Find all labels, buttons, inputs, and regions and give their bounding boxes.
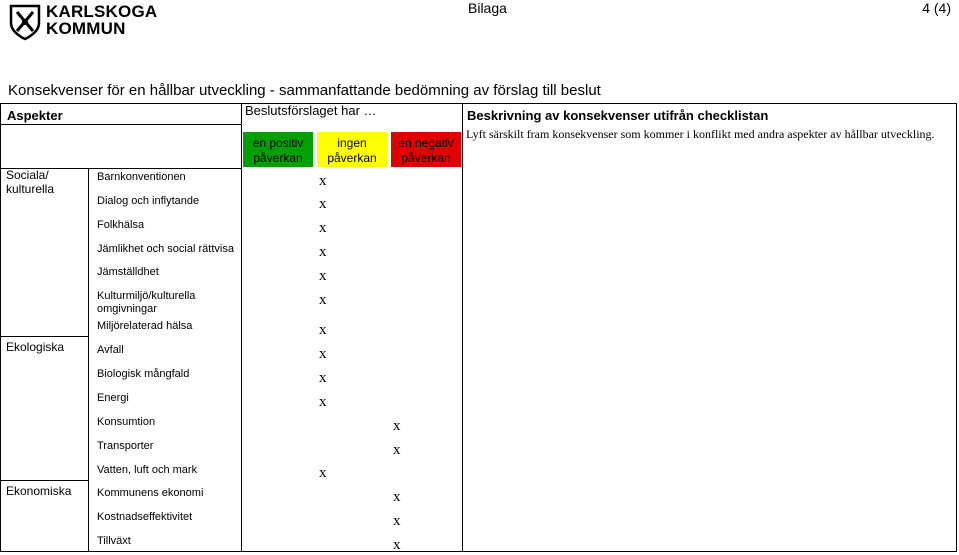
mark-negativ: x — [393, 442, 401, 458]
mark-ingen: x — [319, 370, 327, 386]
aspect-item: Konsumtion — [97, 416, 156, 428]
logo-line1: KARLSKOGA — [46, 2, 158, 21]
category-sociala: Sociala/ kulturella — [6, 168, 55, 196]
aspect-item: Energi — [97, 392, 129, 404]
mark-negativ: x — [393, 537, 401, 553]
col-header-ingen: ingen påverkan — [317, 132, 387, 167]
aspect-item: Jämlikhet och social rättvisa — [97, 243, 234, 255]
aspect-item: Miljörelaterad hälsa — [97, 320, 193, 332]
karlskoga-crest-icon — [8, 3, 42, 41]
category-ekonomiska: Ekonomiska — [6, 484, 72, 498]
aspect-item: Dialog och inflytande — [97, 195, 200, 207]
mark-ingen: x — [319, 220, 327, 236]
aspect-item: Transporter — [97, 440, 154, 452]
mark-ingen: x — [319, 346, 327, 362]
mark-ingen: x — [319, 394, 327, 410]
col-header-positiv: en positiv påverkan — [243, 132, 313, 167]
mark-negativ: x — [393, 418, 401, 434]
col-header-beslut: Beslutsförslaget har … — [245, 103, 377, 118]
aspect-item: Kommunens ekonomi — [97, 487, 204, 499]
mark-ingen: x — [319, 465, 327, 481]
page-title: Konsekvenser för en hållbar utveckling - sammanfattande bedömning av förslag till beslut — [8, 82, 601, 99]
aspect-item: Tillväxt — [97, 535, 131, 547]
aspect-item: Barnkonventionen — [97, 171, 186, 183]
mark-ingen: x — [319, 292, 327, 308]
logo-wordmark — [46, 3, 157, 37]
bilaga-label: Bilaga — [468, 0, 507, 16]
category-ekologiska: Ekologiska — [6, 340, 65, 354]
mark-ingen: x — [319, 173, 327, 189]
col-header-beskrivning: Beskrivning av konsekvenser utifrån checklistan — [467, 108, 769, 123]
aspect-item: Kulturmiljö/kulturella omgivningar — [97, 290, 196, 315]
logo-line2: KOMMUN — [46, 19, 126, 38]
aspect-item: Folkhälsa — [97, 219, 145, 231]
mark-negativ: x — [393, 513, 401, 529]
aspect-item: Vatten, luft och mark — [97, 464, 198, 476]
col-header-negativ: en negativ påverkan — [391, 132, 461, 167]
mark-ingen: x — [319, 244, 327, 260]
aspect-item: Kostnadseffektivitet — [97, 511, 193, 523]
mark-ingen: x — [319, 268, 327, 284]
col-header-aspekter: Aspekter — [7, 108, 63, 123]
mark-ingen: x — [319, 322, 327, 338]
aspect-item: Biologisk mångfald — [97, 368, 190, 380]
aspect-item: Avfall — [97, 344, 124, 356]
page-number: 4 (4) — [922, 0, 951, 16]
aspect-item: Jämställdhet — [97, 266, 159, 278]
mark-ingen: x — [319, 196, 327, 212]
mark-negativ: x — [393, 489, 401, 505]
beskrivning-text: Lyft särskilt fram konsekvenser som kommer i konflikt med andra aspekter av hållbar utveckling. — [466, 127, 935, 141]
